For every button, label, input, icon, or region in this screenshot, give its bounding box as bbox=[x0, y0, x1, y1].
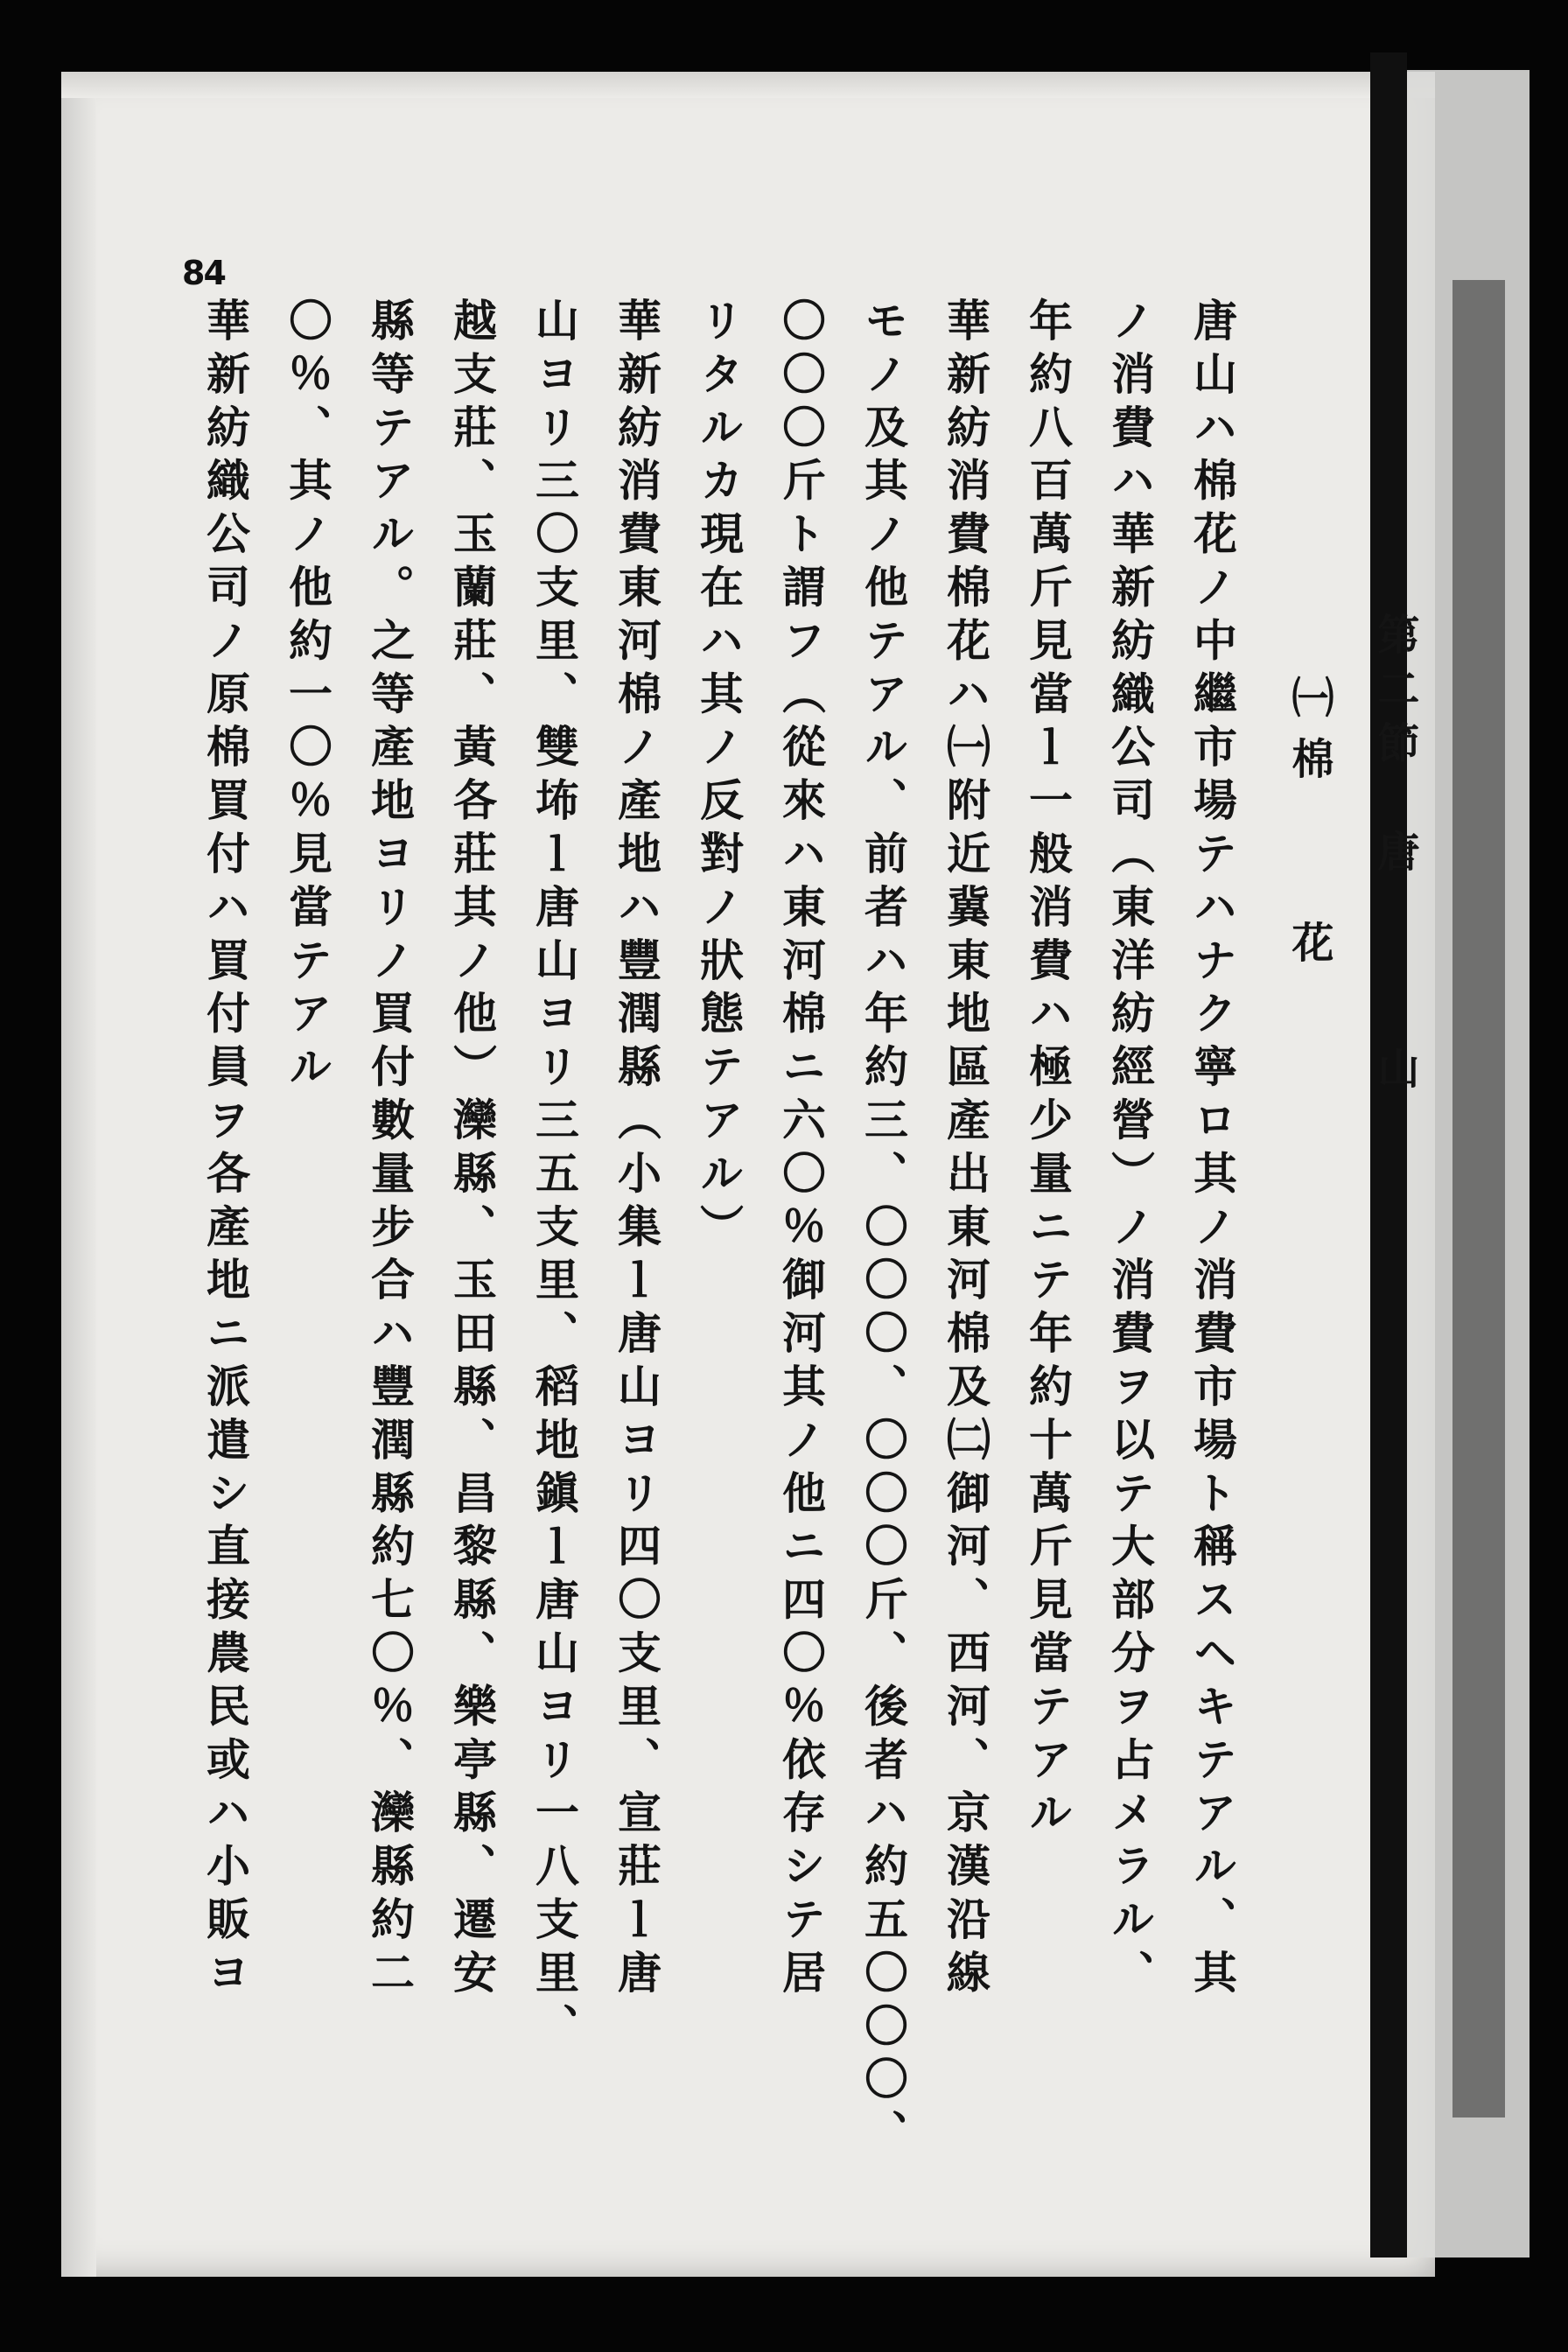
book-gutter bbox=[1370, 52, 1407, 2258]
body-column-5: モノ及其ノ他テアル、前者ハ年約三、〇〇〇、〇〇〇斤、後者ハ約五〇〇〇、 bbox=[858, 298, 909, 2163]
body-column-4: 華新紡消費棉花ハ㈠附近冀東地區產出東河棉及㈡御河、西河、京漢沿線 bbox=[940, 298, 991, 2003]
body-column-6: 〇〇〇斤ト謂フ（從來ハ東河棉ニ六〇％御河其ノ他ニ四〇％依存シテ居 bbox=[775, 298, 827, 2003]
body-column-13: 華新紡織公司ノ原棉買付ハ買付員ヲ各產地ニ派遣シ直接農民或ハ小販ヨ bbox=[200, 298, 251, 2003]
body-column-9: 山ヨリ三〇支里、雙㘵ｌ唐山ヨリ三五支里、稻地鎭ｌ唐山ヨリ一八支里、 bbox=[528, 298, 580, 2056]
body-column-3: 年約八百萬斤見當ｌ一般消費ハ極少量ニテ年約十萬斤見當テアル bbox=[1022, 298, 1074, 1844]
page-left-edge bbox=[61, 72, 96, 2277]
subsection-heading: ㈠棉 花 bbox=[1284, 676, 1334, 982]
facing-page-shadow bbox=[1452, 280, 1505, 2118]
page-top-edge bbox=[61, 72, 1435, 98]
body-column-7: リタルカ現在ハ其ノ反對ノ狀態テアル） bbox=[693, 298, 745, 1257]
body-column-1: 唐山ハ棉花ノ中繼市場テハナク寧ロ其ノ消費市場ト稱スヘキテアル、其 bbox=[1186, 298, 1238, 2003]
body-column-10: 越支莊、玉蘭莊、黃各莊其ノ他）灤縣、玉田縣、昌黎縣、樂亭縣、遷安 bbox=[446, 298, 498, 2003]
page-number: 84 bbox=[182, 254, 225, 292]
body-column-11: 縣等テアル。之等產地ヨリノ買付數量步合ハ豐潤縣約七〇％、灤縣約二 bbox=[364, 298, 416, 2003]
body-column-8: 華新紡消費東河棉ノ產地ハ豐潤縣（小集ｌ唐山ヨリ四〇支里、宣莊ｌ唐 bbox=[611, 298, 662, 2003]
section-heading: 第二節 唐 山 bbox=[1370, 612, 1419, 1101]
body-column-2: ノ消費ハ華新紡織公司（東洋紡經營）ノ消費ヲ以テ大部分ヲ占メラル、 bbox=[1104, 298, 1156, 2003]
body-column-12: 〇％、其ノ他約一〇％見當テアル bbox=[282, 298, 333, 1097]
